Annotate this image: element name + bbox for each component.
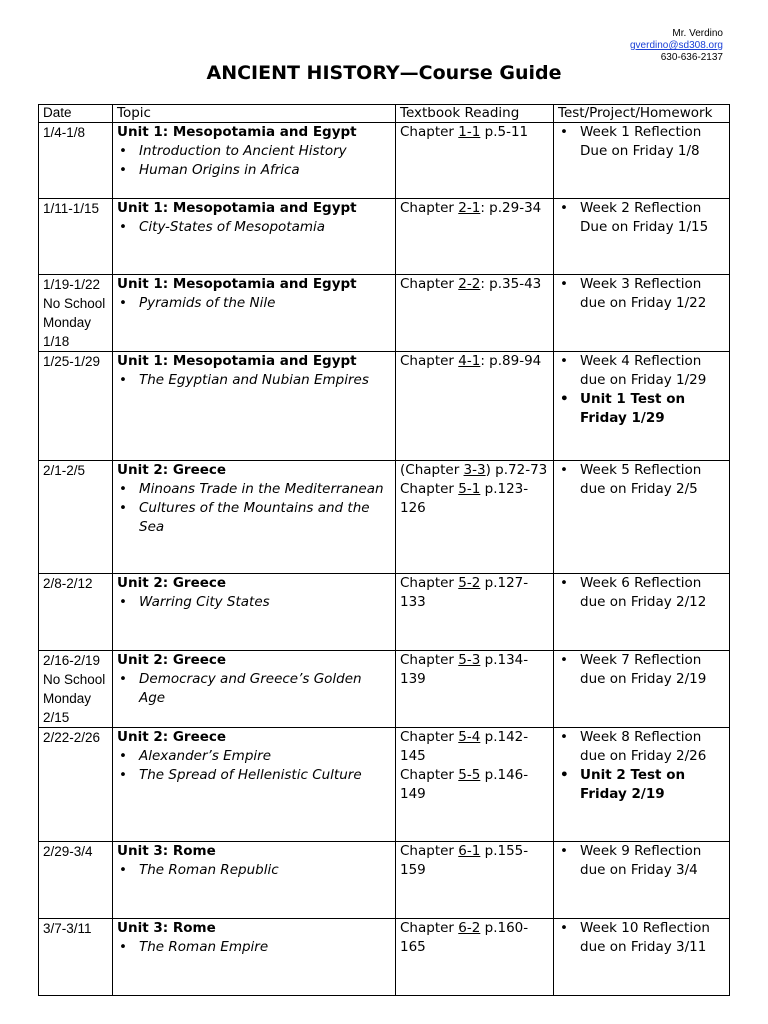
topic-item: • Alexander’s Empire (117, 747, 391, 766)
date-line: 2/29-3/4 (43, 844, 93, 859)
chapter-link[interactable]: 6-1 (458, 843, 481, 859)
unit-title: Unit 1: Mesopotamia and Egypt (117, 124, 357, 140)
homework-cell (554, 728, 730, 842)
topic-list (117, 371, 391, 390)
topic-item: • Democracy and Greece’s Golden Age (117, 670, 391, 708)
table-row (39, 461, 730, 574)
date-line: 2/22-2/26 (43, 730, 101, 745)
chapter-link[interactable]: 3-3 (463, 462, 486, 478)
reading-cell (396, 574, 554, 651)
reading-pages: p.123-126 (400, 481, 529, 516)
reading-prefix: Chapter (400, 920, 459, 936)
date-line: 1/25-1/29 (43, 354, 101, 369)
date-cell (39, 123, 113, 199)
reading-cell (396, 199, 554, 275)
reading-cell (396, 461, 554, 574)
date-cell (39, 574, 113, 651)
reading-cell (396, 728, 554, 842)
unit-title: Unit 3: Rome (117, 920, 216, 936)
table-header-row (39, 105, 730, 123)
chapter-link[interactable]: 4-1 (458, 353, 481, 369)
reading-entry (400, 766, 549, 804)
homework-list (558, 275, 725, 313)
reading-cell (396, 651, 554, 728)
table-body (39, 123, 730, 996)
topic-cell (113, 461, 396, 574)
reading-entry (400, 728, 549, 766)
reading-entry (400, 574, 549, 612)
reading-prefix: Chapter (400, 276, 459, 292)
reflection-item: • Week 8 Reflection due on Friday 2/26 (558, 728, 725, 766)
unit-title: Unit 1: Mesopotamia and Egypt (117, 200, 357, 216)
reflection-item: • Week 4 Reflection due on Friday 1/29 (558, 352, 725, 390)
chapter-link[interactable]: 5-1 (458, 481, 481, 497)
date-line: 3/7-3/11 (43, 921, 92, 936)
phone-number: 630-636-2137 (660, 52, 723, 63)
topic-list (117, 747, 391, 785)
topic-cell (113, 919, 396, 996)
chapter-link[interactable]: 2-2 (458, 276, 481, 292)
reading-pages: p.155-159 (400, 843, 529, 878)
homework-cell (554, 275, 730, 352)
reflection-item: • Week 5 Reflection due on Friday 2/5 (558, 461, 725, 499)
topic-item: • Introduction to Ancient History (117, 142, 391, 161)
topic-list (117, 593, 391, 612)
table-row (39, 842, 730, 919)
date-line: No School (43, 296, 106, 311)
reading-entry (400, 842, 549, 880)
email-link[interactable]: gverdino@sd308.org (630, 40, 723, 51)
date-cell (39, 199, 113, 275)
course-guide-table (38, 104, 730, 996)
table-row (39, 919, 730, 996)
reflection-item: • Week 3 Reflection due on Friday 1/22 (558, 275, 725, 313)
table-row (39, 123, 730, 199)
topic-item: • Minoans Trade in the Mediterranean (117, 480, 391, 499)
topic-list (117, 938, 391, 957)
chapter-link[interactable]: 2-1 (458, 200, 481, 216)
reflection-item: • Week 10 Reflection due on Friday 3/11 (558, 919, 725, 957)
homework-list (558, 919, 725, 957)
homework-list (558, 651, 725, 689)
topic-item: • Pyramids of the Nile (117, 294, 391, 313)
reflection-item: • Week 7 Reflection due on Friday 2/19 (558, 651, 725, 689)
date-cell (39, 842, 113, 919)
topic-item: • The Egyptian and Nubian Empires (117, 371, 391, 390)
column-header-homework: Test/Project/Homework (554, 105, 730, 123)
topic-item: • City-States of Mesopotamia (117, 218, 391, 237)
date-line: 2/1-2/5 (43, 463, 86, 478)
topic-item: • The Roman Republic (117, 861, 391, 880)
date-line: 1/18 (43, 334, 70, 349)
unit-title: Unit 2: Greece (117, 575, 227, 591)
reflection-item: • Week 1 Reflection Due on Friday 1/8 (558, 123, 725, 161)
topic-cell (113, 275, 396, 352)
contact-block (630, 28, 723, 64)
table-row (39, 728, 730, 842)
reading-pages: ) p.72-73 (485, 462, 548, 478)
unit-title: Unit 2: Greece (117, 462, 227, 478)
date-line: 2/15 (43, 710, 70, 725)
reading-prefix: Chapter (400, 575, 459, 591)
reading-entry (400, 275, 549, 294)
reading-pages: p.5-11 (480, 124, 529, 140)
reflection-item: • Week 6 Reflection due on Friday 2/12 (558, 574, 725, 612)
homework-list (558, 123, 725, 161)
topic-cell (113, 352, 396, 461)
column-header-reading: Textbook Reading (396, 105, 554, 123)
chapter-link[interactable]: 5-2 (458, 575, 481, 591)
reflection-item: • Week 9 Reflection due on Friday 3/4 (558, 842, 725, 880)
date-cell (39, 461, 113, 574)
topic-cell (113, 842, 396, 919)
homework-cell (554, 199, 730, 275)
date-cell (39, 352, 113, 461)
chapter-link[interactable]: 5-5 (458, 767, 481, 783)
date-cell (39, 275, 113, 352)
unit-title: Unit 2: Greece (117, 652, 227, 668)
topic-list (117, 218, 391, 237)
topic-item: • Cultures of the Mountains and the Sea (117, 499, 391, 537)
topic-list (117, 861, 391, 880)
reading-prefix: Chapter (400, 200, 459, 216)
reading-prefix: Chapter (400, 729, 459, 745)
topic-list (117, 670, 391, 708)
reading-prefix: Chapter (400, 652, 459, 668)
reading-entry (400, 352, 549, 371)
date-line: 1/11-1/15 (43, 201, 100, 216)
topic-item: • Human Origins in Africa (117, 161, 391, 180)
page-title: ANCIENT HISTORY—Course Guide (206, 62, 562, 84)
homework-cell (554, 842, 730, 919)
homework-cell (554, 574, 730, 651)
topic-cell (113, 728, 396, 842)
table-row (39, 352, 730, 461)
topic-cell (113, 651, 396, 728)
unit-title: Unit 3: Rome (117, 843, 216, 859)
reading-prefix: Chapter (400, 124, 459, 140)
homework-cell (554, 352, 730, 461)
table-row (39, 574, 730, 651)
homework-cell (554, 461, 730, 574)
reading-pages: : p.35-43 (480, 276, 542, 292)
test-item: • Unit 1 Test on Friday 1/29 (558, 390, 725, 428)
topic-list (117, 142, 391, 180)
reading-prefix: (Chapter (400, 462, 464, 478)
chapter-link[interactable]: 6-2 (458, 920, 481, 936)
reading-pages: p.142-145 (400, 729, 529, 764)
table-row (39, 199, 730, 275)
unit-title: Unit 1: Mesopotamia and Egypt (117, 276, 357, 292)
chapter-link[interactable]: 5-3 (458, 652, 481, 668)
reading-prefix: Chapter (400, 767, 459, 783)
reading-pages: p.146-149 (400, 767, 529, 802)
test-item: • Unit 2 Test on Friday 2/19 (558, 766, 725, 804)
homework-cell (554, 123, 730, 199)
reading-cell (396, 123, 554, 199)
date-line: No School (43, 672, 106, 687)
date-line: 1/4-1/8 (43, 125, 86, 140)
date-cell (39, 919, 113, 996)
table-row (39, 275, 730, 352)
homework-cell (554, 919, 730, 996)
reading-pages: p.127-133 (400, 575, 529, 610)
reading-entry (400, 651, 549, 689)
reading-entry (400, 461, 549, 480)
topic-item: • The Spread of Hellenistic Culture (117, 766, 391, 785)
homework-list (558, 574, 725, 612)
homework-list (558, 842, 725, 880)
column-header-topic: Topic (113, 105, 396, 123)
reading-cell (396, 352, 554, 461)
reading-pages: : p.89-94 (480, 353, 542, 369)
reading-pages: p.134-139 (400, 652, 529, 687)
reading-prefix: Chapter (400, 353, 459, 369)
unit-title: Unit 2: Greece (117, 729, 227, 745)
topic-cell (113, 123, 396, 199)
reading-entry (400, 199, 549, 218)
reading-entry (400, 919, 549, 957)
chapter-link[interactable]: 1-1 (458, 124, 481, 140)
homework-list (558, 352, 725, 428)
reading-cell (396, 919, 554, 996)
homework-cell (554, 651, 730, 728)
reading-entry (400, 123, 549, 142)
reflection-item: • Week 2 Reflection Due on Friday 1/15 (558, 199, 725, 237)
chapter-link[interactable]: 5-4 (458, 729, 481, 745)
date-line: 2/8-2/12 (43, 576, 93, 591)
topic-item: • The Roman Empire (117, 938, 391, 957)
reading-entry (400, 480, 549, 518)
topic-cell (113, 199, 396, 275)
homework-list (558, 461, 725, 499)
date-cell (39, 651, 113, 728)
column-header-date: Date (39, 105, 113, 123)
date-cell (39, 728, 113, 842)
homework-list (558, 199, 725, 237)
unit-title: Unit 1: Mesopotamia and Egypt (117, 353, 357, 369)
reading-prefix: Chapter (400, 481, 459, 497)
teacher-name: Mr. Verdino (672, 28, 723, 39)
date-line: Monday (43, 691, 92, 706)
topic-cell (113, 574, 396, 651)
table-row (39, 651, 730, 728)
reading-pages: p.160-165 (400, 920, 529, 955)
date-line: 1/19-1/22 (43, 277, 101, 292)
topic-item: • Warring City States (117, 593, 391, 612)
reading-pages: : p.29-34 (480, 200, 542, 216)
date-line: Monday (43, 315, 92, 330)
date-line: 2/16-2/19 (43, 653, 101, 668)
topic-list (117, 294, 391, 313)
reading-cell (396, 842, 554, 919)
reading-cell (396, 275, 554, 352)
reading-prefix: Chapter (400, 843, 459, 859)
topic-list (117, 480, 391, 537)
homework-list (558, 728, 725, 804)
